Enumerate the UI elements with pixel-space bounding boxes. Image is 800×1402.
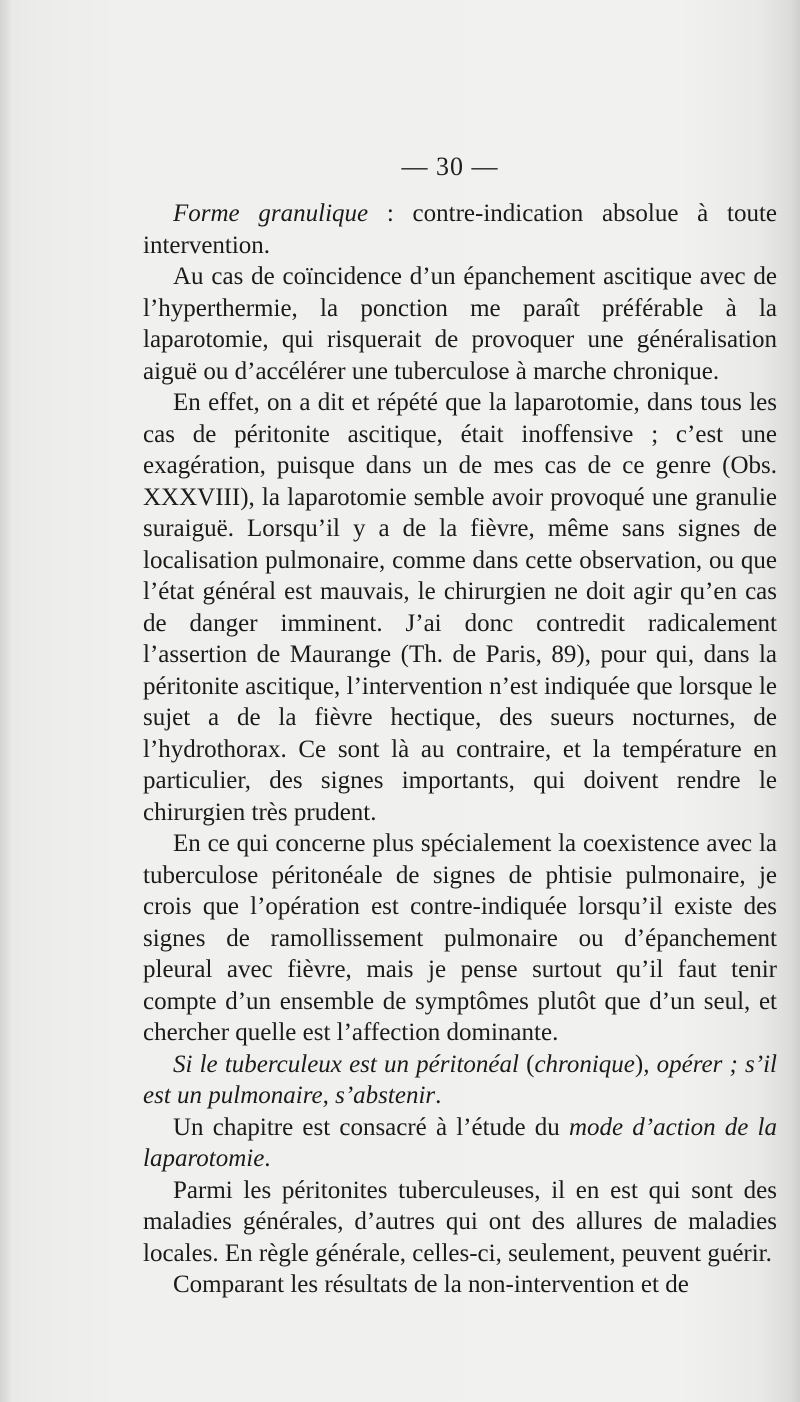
text-segment: ) xyxy=(634,1050,644,1078)
paragraph xyxy=(143,1175,777,1270)
body-text xyxy=(143,198,777,1301)
paragraph xyxy=(143,1049,777,1112)
text-segment: chronique xyxy=(534,1050,635,1078)
text-segment: . xyxy=(264,1145,271,1172)
paragraph xyxy=(143,261,777,387)
text-segment: En ce qui concerne plus spécialement la coexistence avec la tuberculose péritonéale de signes de phtisie pulmonaire, je crois que l’opération est contre-indiquée lorsqu’il existe des signes de ramollissement pulmonaire ou d’épanchement pleural avec fièvre, mais je pense surtout qu’il faut tenir compte d’un ensemble de symptômes plutôt que d’un seul, et chercher quelle est l’affection dominante. xyxy=(143,830,777,1046)
paragraph xyxy=(143,1269,777,1301)
text-segment: : contre-indication absolue à toute intervention. xyxy=(143,200,777,259)
text-segment: , opérer ; s’il est un pulmonaire, s’abstenir xyxy=(143,1050,777,1109)
paragraph xyxy=(143,1112,777,1175)
text-segment: Parmi les péritonites tuberculeuses, il en est qui sont des maladies générales, d’autres qui ont des allures de maladies locales. En règle générale, celles-ci, seulement, peuvent guérir. xyxy=(143,1176,777,1267)
page-edge-shadow xyxy=(0,0,12,1402)
text-segment: . xyxy=(435,1082,442,1109)
text-segment: Comparant les résultats de la non-intervention et de xyxy=(173,1271,689,1298)
page-number: — 30 — xyxy=(401,152,499,181)
paragraph xyxy=(143,828,777,1049)
paragraph xyxy=(143,387,777,828)
text-segment: ( xyxy=(526,1050,535,1078)
text-segment: Au cas de coïncidence d’un épanchement ascitique avec de l’hyperthermie, la ponction me paraît préférable à la laparotomie, qui risquerait de provoquer une généralisation aiguë ou d’accélérer une tuberculose à marche chronique. xyxy=(143,263,777,385)
text-segment: En effet, on a dit et répété que la laparotomie, dans tous les cas de péritonite ascitique, était inoffensive ; c’est une exagération, puisque dans un de mes cas de ce genre (Obs. XXXVIII), la laparotomie semble avoir provoqué une granulie suraiguë. Lorsqu’il y a de la fièvre, même sans signes de localisation pulmonaire, comme dans cette observation, ou que l’état général est mauvais, le chirurgien ne doit agir qu’en cas de danger imminent. J’ai donc contredit radicalement l’assertion de Maurange (Th. de Paris, 89), pour qui, dans la péritonite ascitique, l’intervention n’est indiquée que lorsque le sujet a de la fièvre hectique, des sueurs nocturnes, de l’hydrothorax. Ce sont là au contraire, et la température en particulier, des signes importants, qui doivent rendre le chirurgien très prudent. xyxy=(143,389,777,826)
text-segment: Si le tuberculeux est un péritonéal xyxy=(173,1050,527,1078)
paragraph xyxy=(143,198,777,261)
text-segment: Forme granulique xyxy=(173,200,369,227)
text-segment: mode d’action de la laparotomie xyxy=(143,1113,777,1172)
text-segment: Un chapitre est consacré à l’étude du xyxy=(173,1113,569,1141)
